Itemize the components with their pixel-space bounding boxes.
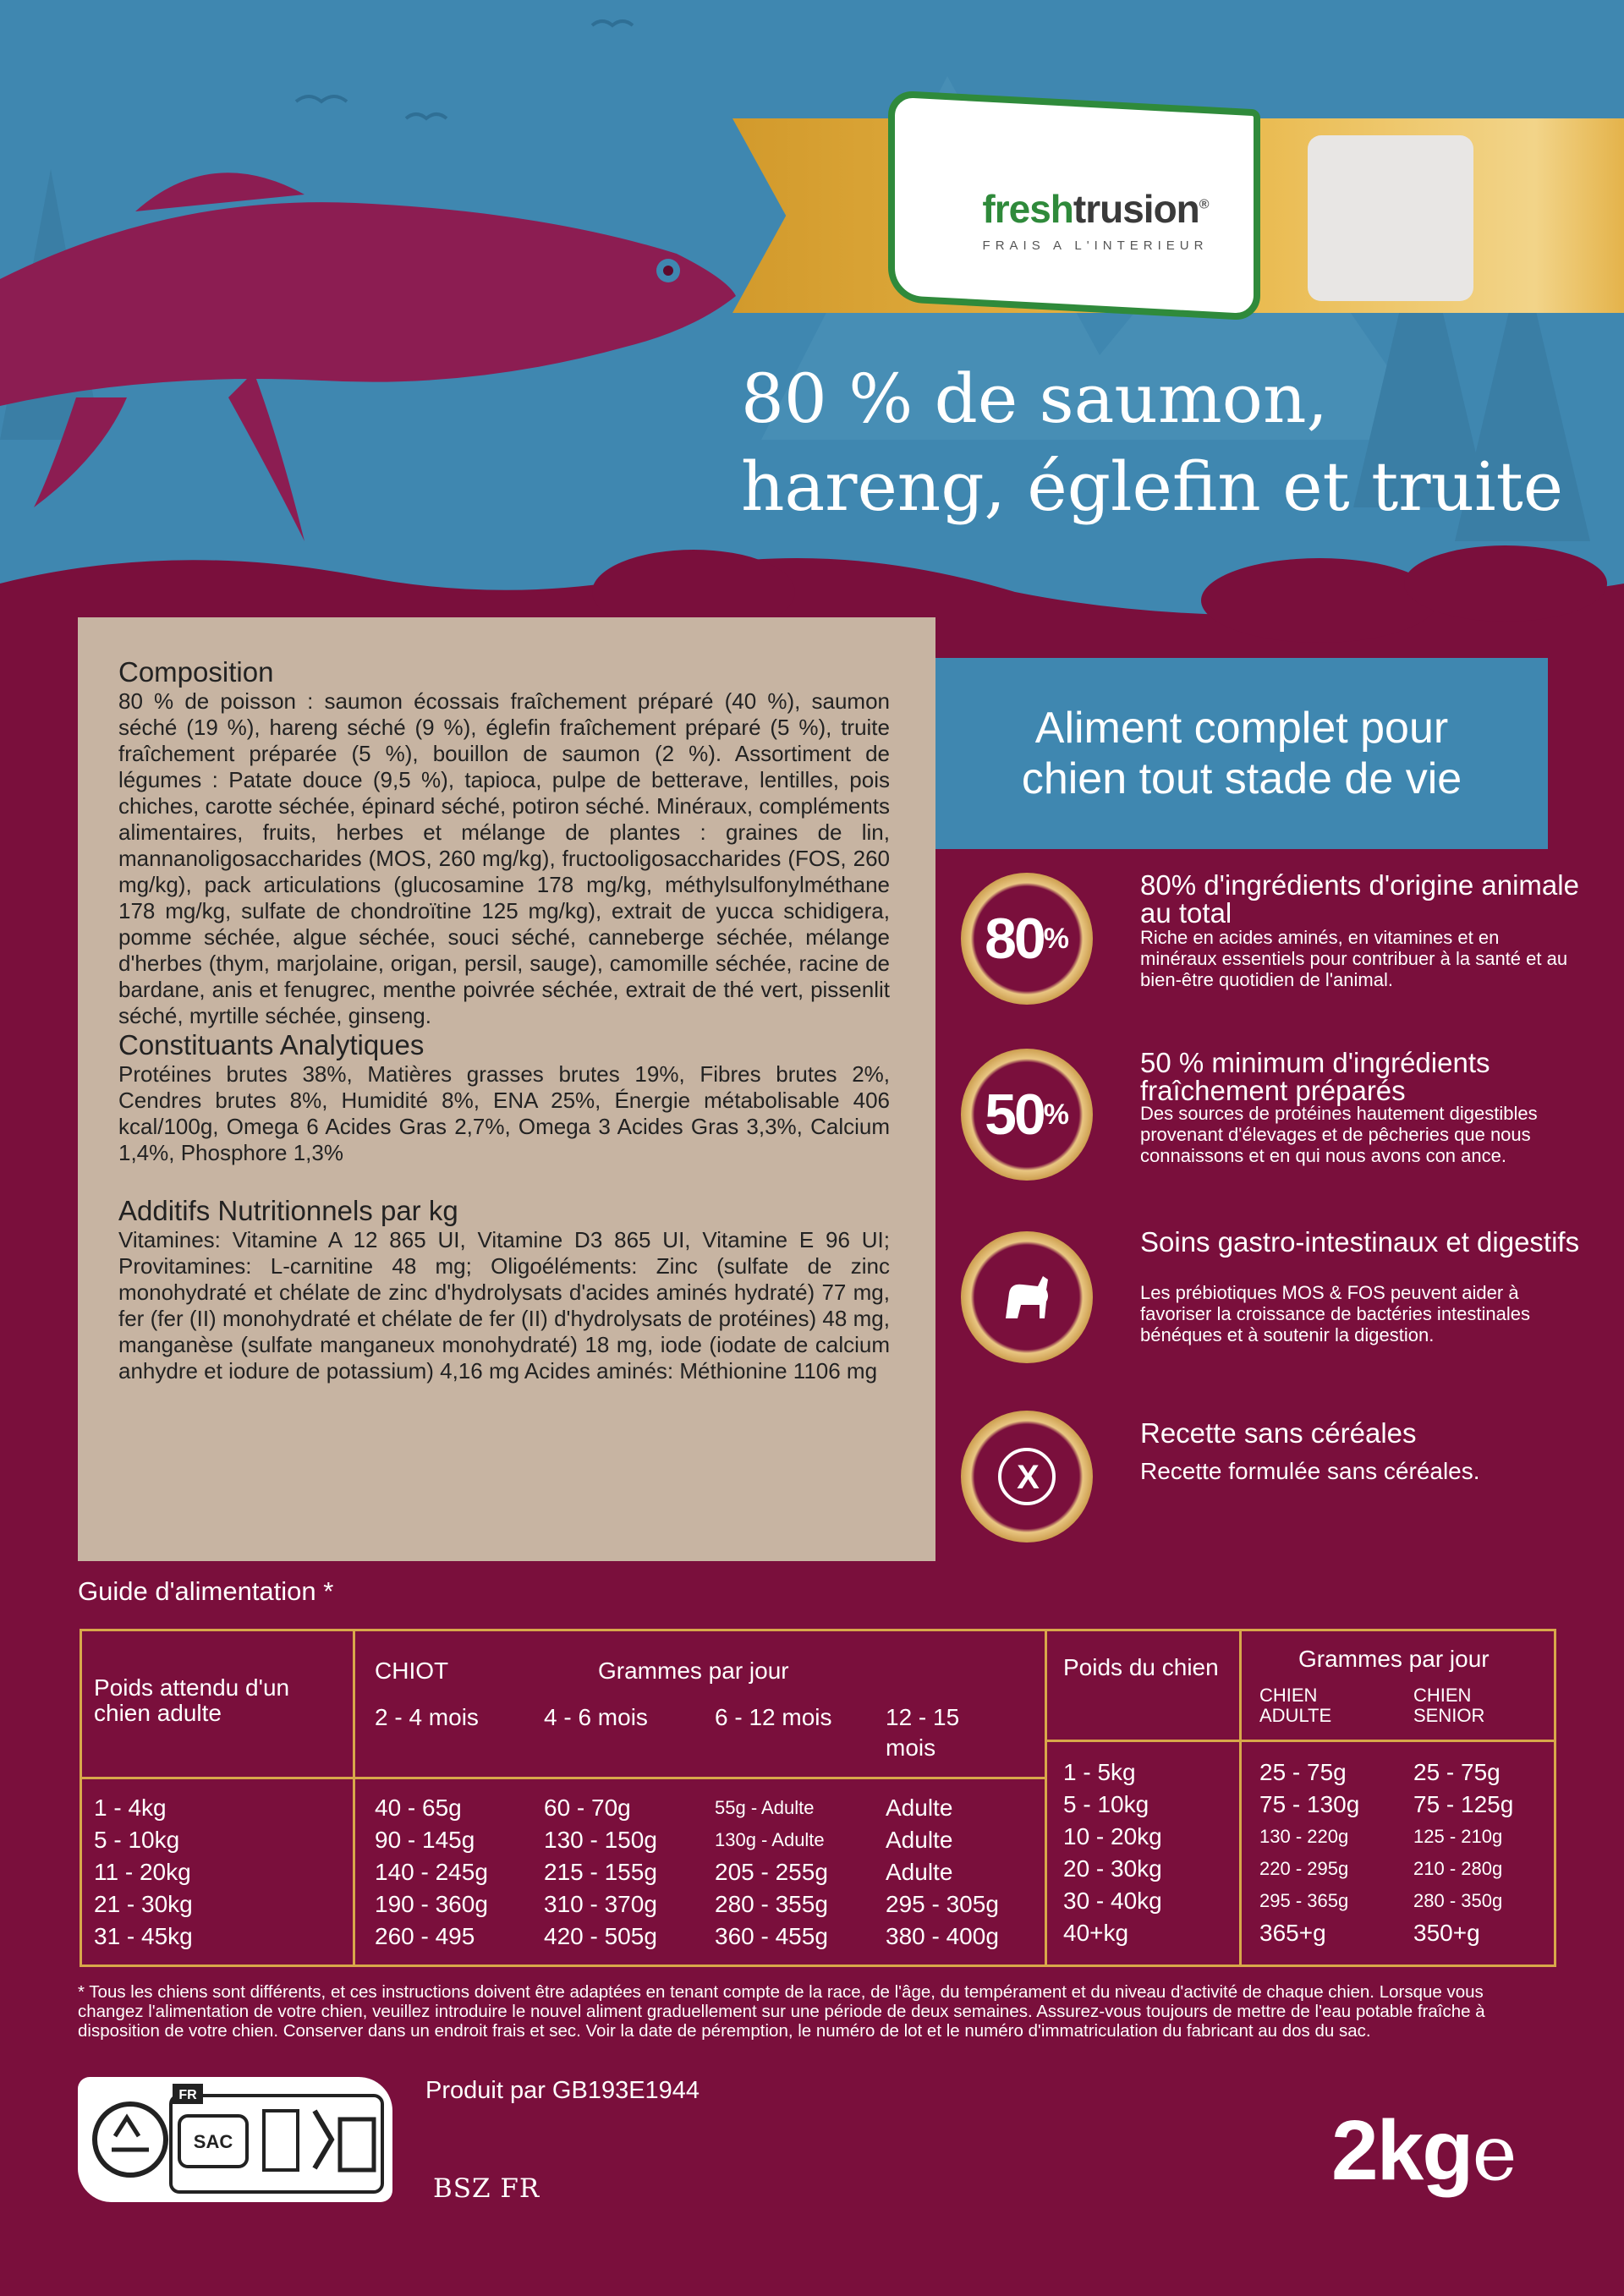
- table-cell: 60 - 70g: [544, 1795, 631, 1821]
- table-cell: 55g - Adulte: [715, 1797, 815, 1818]
- adult-weight-column: [94, 1792, 193, 1953]
- table-cell: 90 - 145g: [375, 1827, 475, 1853]
- table-cell: 5 - 10kg: [1063, 1791, 1149, 1817]
- feature-desc: Les prébiotiques MOS & FOS peuvent aider à favoriser la croissance de bactéries intestinales bénéques et à soutenir la digestion.: [1140, 1282, 1531, 1345]
- table-cell: 40 - 65g: [375, 1795, 462, 1821]
- table-cell: Adulte: [886, 1859, 953, 1885]
- table-cell: 125 - 210g: [1413, 1826, 1503, 1847]
- footnote: * Tous les chiens sont différents, et ces instructions doivent être adaptées en tenant compte de la race, de l'âge, du tempérament et du niveau d'activité de chaque chien. Lorsque vous changez l'alimentation de votre chien, veuillez introduire le nouvel aliment graduellement sur une période de deux semaines. Assurez-vous toujours de mettre de l'eau potable fraîche à disposition de votre chien. Conserver dans un endroit frais et sec. Voir la date de péremption, le numéro de lot et le numéro d'immatriculation du fabricant au dos du sac.: [78, 1982, 1485, 2041]
- age-col-4: 12 - 15 mois: [886, 1704, 960, 1761]
- percent-badge-icon: 80 %: [961, 873, 1093, 1005]
- feature-title: 50 % minimum d'ingrédients fraîchement préparés: [1140, 1047, 1490, 1106]
- bag-label: SAC: [193, 2131, 233, 2152]
- svg-text:X: X: [1017, 1459, 1037, 1496]
- producer-text: Produit par GB193E1944: [425, 2077, 700, 2104]
- feature-title: Soins gastro-intestinaux et digestifs: [1140, 1226, 1580, 1258]
- table-cell: 40+kg: [1063, 1920, 1129, 1946]
- table-cell: 75 - 130g: [1259, 1791, 1360, 1817]
- dog-weight-header: Poids du chien: [1063, 1654, 1219, 1680]
- table-divider: [82, 1777, 1045, 1779]
- feature-title: Recette sans céréales: [1140, 1417, 1417, 1449]
- table-cell: 25 - 75g: [1259, 1759, 1347, 1785]
- age-col-2: 4 - 6 mois: [544, 1704, 648, 1730]
- analytic-title: Constituants Analytiques: [118, 1029, 425, 1060]
- feature-desc: Riche en acides aminés, en vitamines et en minéraux essentiels pour contribuer à la santé et au bien-être quotidien de l'animal.: [1140, 927, 1568, 990]
- recycling-pictogram: [78, 2077, 392, 2202]
- label-box: [1308, 135, 1473, 301]
- salmon-illustration: [0, 0, 1624, 660]
- age-col-1: 2 - 4 mois: [375, 1704, 479, 1730]
- senior-dog-header: CHIEN SENIOR: [1413, 1685, 1485, 1726]
- adult-grams-column: [1259, 1756, 1359, 1949]
- composition-text: 80 % de poisson : saumon écossais fraîchement préparé (40 %), saumon séché (19 %), hareng séché (9 %), églefin fraîchement préparé (5 %), truite fraîchement préparée (5 %), bouillon de saumon (2 %). Assortiment de légumes : Patate douce (9,5 %), tapioca, pulpe de betterave, lentilles, pois chiches, carotte séchée, épinard séché, potiron séché. Minéraux, compléments alimentaires, fruits, herbes et mélange de plantes : graines de lin, mannanoligosaccharides (MOS, 260 mg/kg), fructooligosaccharides (FOS, 260 mg/kg), pack articulations (glucosamine 178 mg/kg, méthylsulfonylméthane 178 mg/kg, sulfate de chondroïtine 125 mg/kg), extrait de yucca schidigera, pomme séchée, algue séchée, souci séché, canneberge séchée, mélange d'herbes (thym, marjolaine, origan, persil, sauge), camomille séchée, racine de bardane, anis et fenugrec, menthe poivrée séchée, extrait de thé vert, pissenlit séché, myrtille séchée, ginseng.: [118, 688, 890, 1028]
- table-cell: 280 - 350g: [1413, 1890, 1503, 1911]
- percent-badge-icon: 50 %: [961, 1049, 1093, 1181]
- weight-value: 2kg: [1331, 2103, 1473, 2198]
- table-cell: Adulte: [886, 1827, 953, 1853]
- table-cell: 5 - 10kg: [94, 1827, 180, 1853]
- grain-free-icon: [961, 1411, 1093, 1543]
- recycle-icon: [78, 2077, 392, 2202]
- dog-weight-column: [1063, 1756, 1162, 1949]
- table-cell: 190 - 360g: [375, 1891, 488, 1917]
- complete-food-line-2: chien tout stade de vie: [1021, 754, 1462, 803]
- table-divider: [1045, 1631, 1047, 1964]
- table-cell: 365+g: [1259, 1920, 1326, 1946]
- table-cell: 310 - 370g: [544, 1891, 657, 1917]
- age-6-12-column: [715, 1792, 828, 1953]
- table-cell: 1 - 5kg: [1063, 1759, 1136, 1785]
- age-4-6-column: [544, 1792, 657, 1953]
- feature-fresh-ingredients: [961, 1049, 1604, 1218]
- puppy-header: CHIOT: [375, 1658, 449, 1684]
- grams-per-day-header: Grammes par jour: [598, 1658, 789, 1684]
- headline: [741, 355, 1587, 531]
- headline-line-1: 80 % de saumon,: [741, 359, 1328, 438]
- table-cell: 20 - 30kg: [1063, 1855, 1162, 1882]
- table-cell: 420 - 505g: [544, 1923, 657, 1949]
- top-banner: [0, 0, 1624, 660]
- brand-tagline: FRAIS A L'INTERIEUR: [982, 238, 1209, 253]
- recycling-country: FR: [178, 2088, 197, 2102]
- table-cell: 11 - 20kg: [94, 1859, 191, 1885]
- table-cell: 10 - 20kg: [1063, 1823, 1162, 1849]
- brand-logo: freshtrusion®: [982, 187, 1209, 231]
- composition-panel: [78, 617, 935, 1561]
- adult-dog-header: CHIEN ADULTE: [1259, 1685, 1332, 1726]
- analytic-text: Protéines brutes 38%, Matières grasses brutes 19%, Fibres brutes 2%, Cendres brutes 8%, Humidité 8%, ENA 25%, Énergie métabolisable 406 kcal/100g, Omega 6 Acides Gras 2,7%, Omega 3 Acides Gras 3,3%, Calcium 1,4%, Phosphore 1,3%: [118, 1061, 890, 1165]
- estimated-mark: e: [1472, 2109, 1516, 2198]
- table-cell: 21 - 30kg: [94, 1891, 193, 1917]
- table-cell: 31 - 45kg: [94, 1923, 193, 1949]
- feature-digestive: [961, 1228, 1604, 1397]
- table-cell: 350+g: [1413, 1920, 1480, 1946]
- table-divider: [1239, 1631, 1242, 1964]
- feature-desc: Recette formulée sans céréales.: [1140, 1458, 1480, 1484]
- feature-desc: Des sources de protéines hautement digestibles provenant d'élevages et de pêcheries que nous connaissons et en qui nous avons con ance.: [1140, 1103, 1538, 1166]
- senior-grams-column: [1413, 1756, 1513, 1949]
- adult-weight-header: Poids attendu d'un chien adulte: [94, 1674, 290, 1726]
- table-cell: 295 - 365g: [1259, 1890, 1349, 1911]
- table-cell: 380 - 400g: [886, 1923, 999, 1949]
- table-cell: 295 - 305g: [886, 1891, 999, 1917]
- additives-title: Additifs Nutritionnels par kg: [118, 1195, 458, 1226]
- additives-text: Vitamines: Vitamine A 12 865 UI, Vitamine D3 865 UI, Vitamine E 96 UI; Provitamines: L-carnitine 48 mg; Oligoéléments: Zinc (sulfate de zinc monohydraté et chélate de zinc d'hydrolysats d'acides aminés hydraté) 77 mg, fer (fer (II) monohydraté et chélate de fer (II) d'hydrolysats de protéines) 48 mg, manganèse (sulfate manganeux monohydraté) 18 mg, iode (iodate de calcium anhydre et iodure de potassium) 4,16 mg Acides aminés: Méthionine 1106 mg: [118, 1227, 890, 1384]
- headline-line-2: hareng, églefin et truite: [741, 447, 1564, 526]
- net-weight: [1331, 2102, 1516, 2200]
- dog-icon: [961, 1231, 1093, 1363]
- feeding-guide-title: Guide d'alimentation *: [78, 1576, 334, 1606]
- table-cell: 130 - 220g: [1259, 1826, 1349, 1847]
- table-cell: 210 - 280g: [1413, 1858, 1503, 1879]
- table-cell: 1 - 4kg: [94, 1795, 167, 1821]
- feeding-guide-table: [80, 1629, 1556, 1967]
- feature-animal-origin: [961, 869, 1604, 1038]
- feature-grain-free: [961, 1411, 1604, 1554]
- table-cell: 140 - 245g: [375, 1859, 488, 1885]
- table-cell: Adulte: [886, 1795, 953, 1821]
- complete-food-box: [935, 658, 1548, 849]
- table-divider: [353, 1631, 355, 1964]
- table-cell: 360 - 455g: [715, 1923, 828, 1949]
- table-cell: 215 - 155g: [544, 1859, 657, 1885]
- feature-title: 80% d'ingrédients d'origine animale au total: [1140, 869, 1579, 929]
- table-cell: 30 - 40kg: [1063, 1888, 1162, 1914]
- table-cell: 260 - 495: [375, 1923, 475, 1949]
- origin-codes: BSZ FR: [433, 2173, 540, 2204]
- age-12-15-column: [886, 1792, 999, 1953]
- composition-title: Composition: [118, 656, 274, 688]
- table-cell: 130 - 150g: [544, 1827, 657, 1853]
- table-cell: 75 - 125g: [1413, 1791, 1514, 1817]
- table-cell: 220 - 295g: [1259, 1858, 1349, 1879]
- age-col-3: 6 - 12 mois: [715, 1704, 832, 1730]
- table-cell: 130g - Adulte: [715, 1829, 825, 1850]
- table-cell: 280 - 355g: [715, 1891, 828, 1917]
- table-divider: [1045, 1740, 1554, 1742]
- complete-food-line-1: Aliment complet pour: [1034, 704, 1449, 753]
- age-2-4-column: [375, 1792, 488, 1953]
- table-cell: 25 - 75g: [1413, 1759, 1501, 1785]
- grams-per-day-header-2: Grammes par jour: [1298, 1646, 1490, 1672]
- table-cell: 205 - 255g: [715, 1859, 828, 1885]
